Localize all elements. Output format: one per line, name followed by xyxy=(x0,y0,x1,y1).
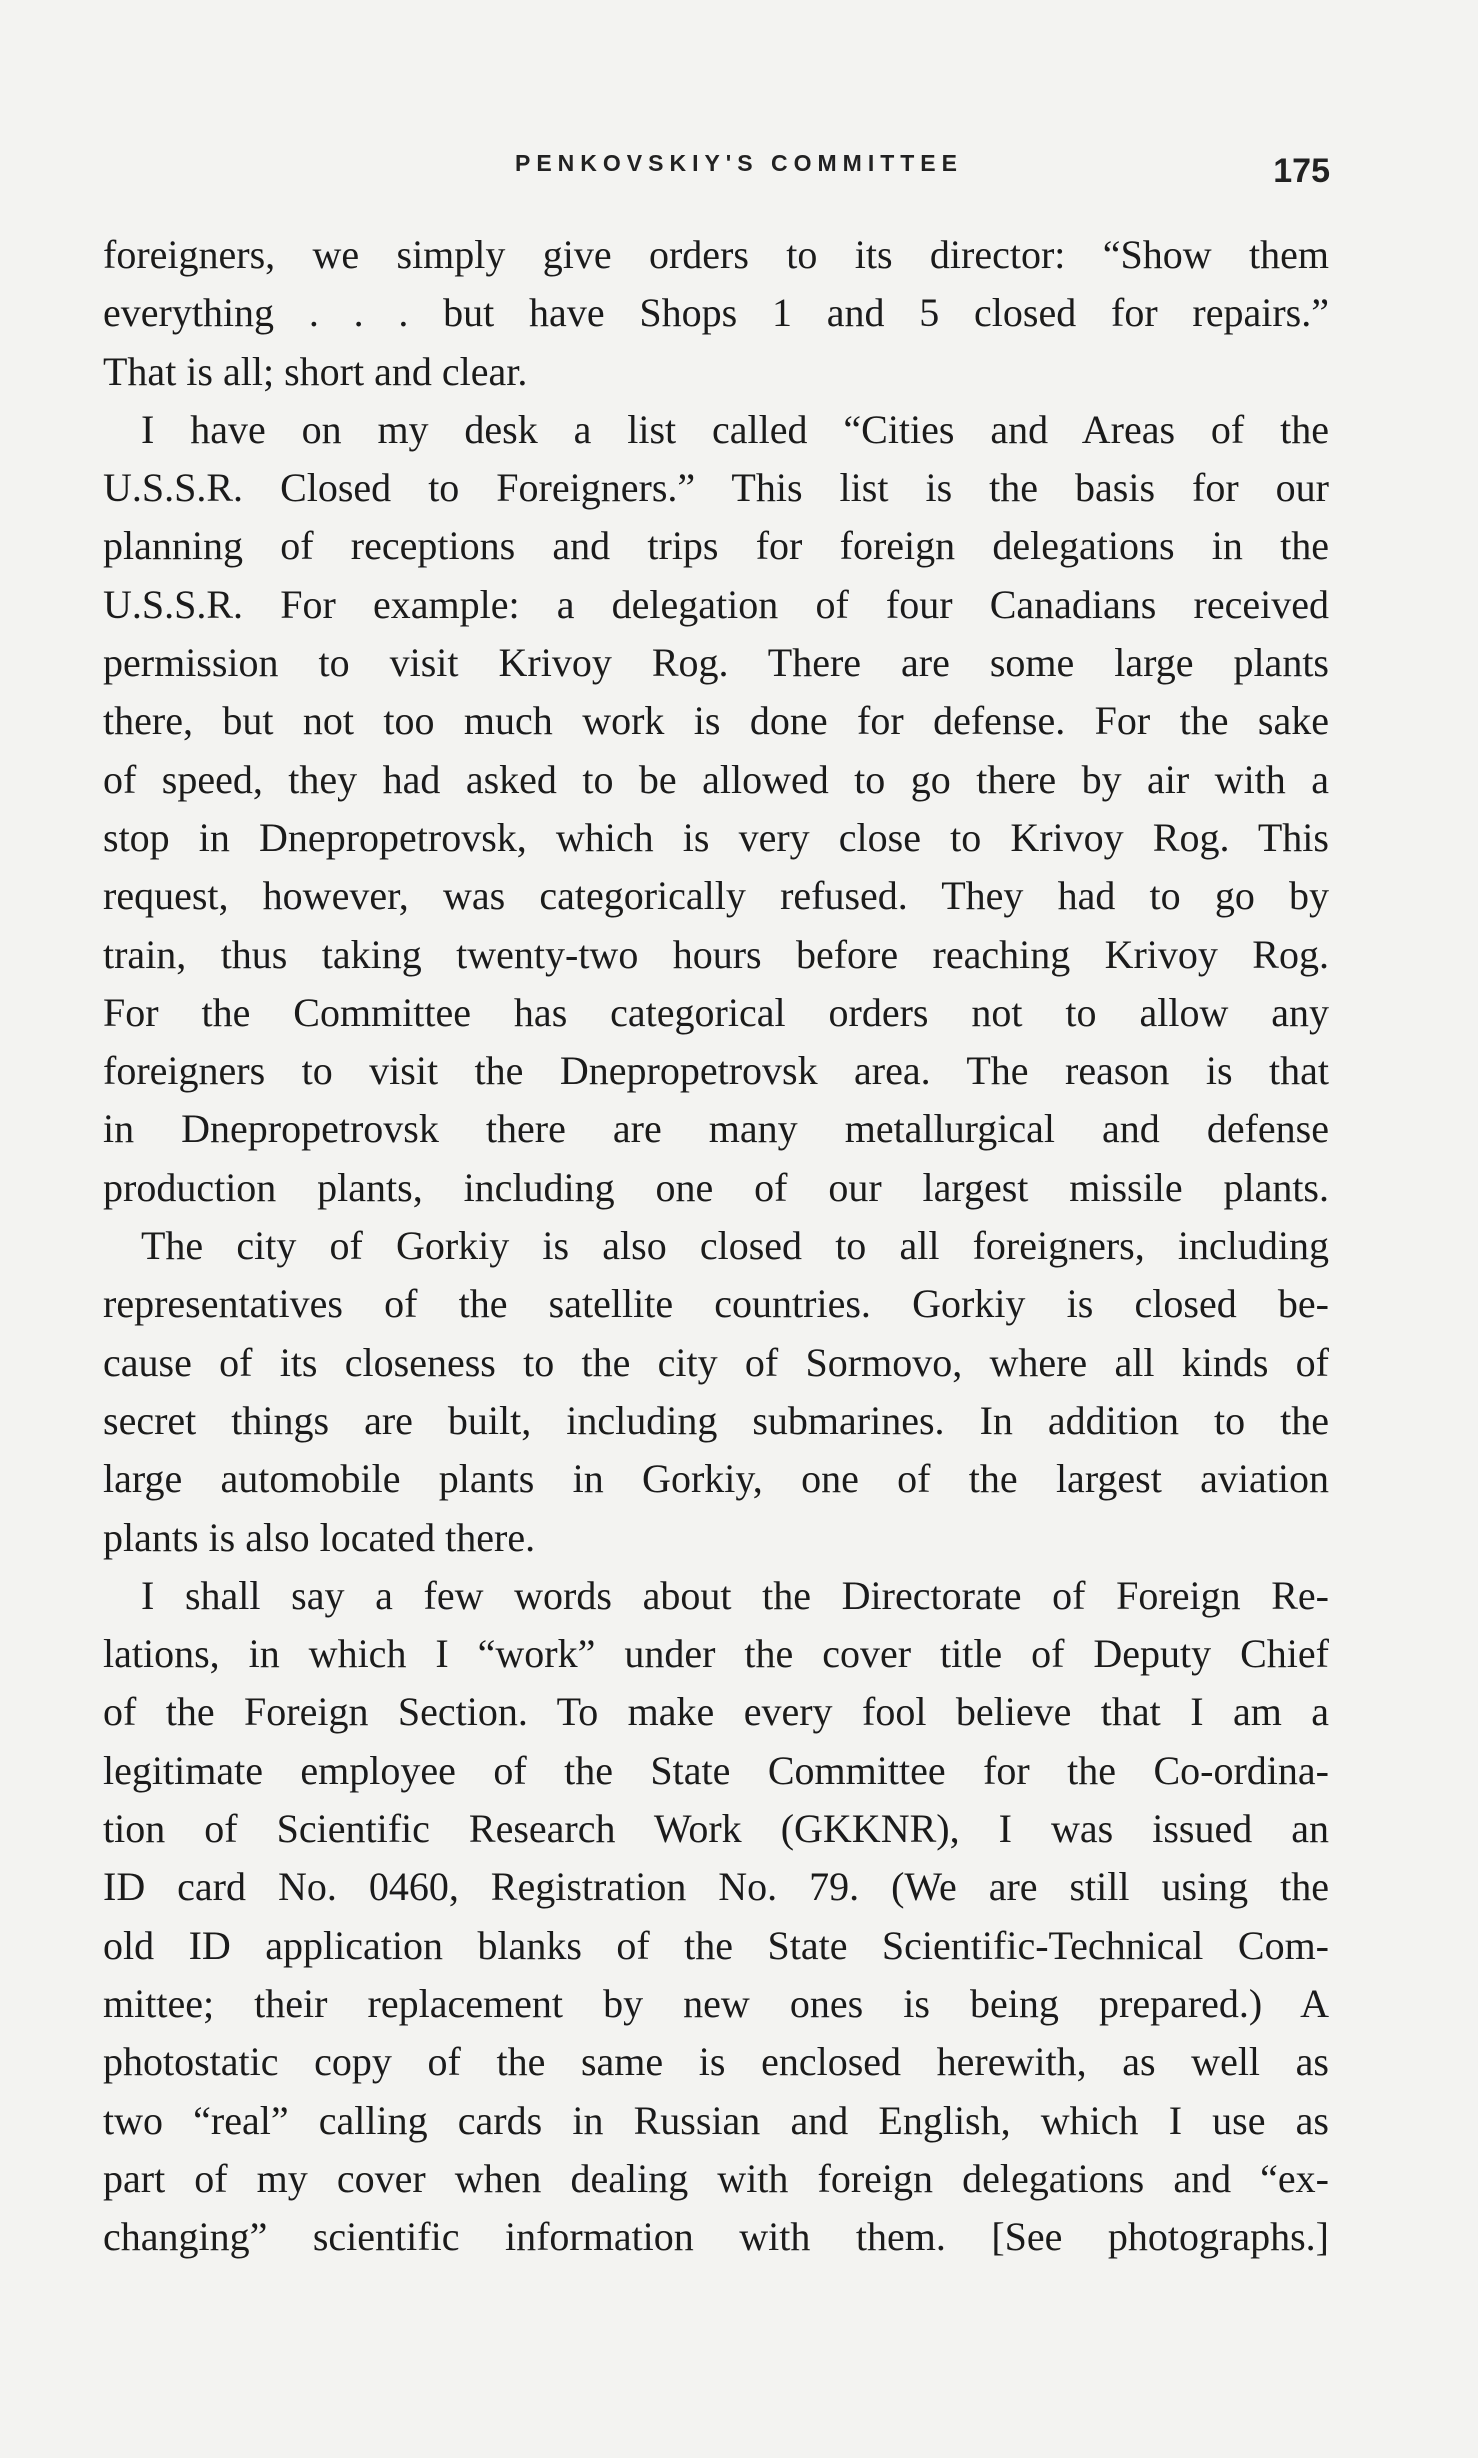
text-line: secret things are built, including submarines. In addition to the xyxy=(103,1397,1329,1443)
text-line: legitimate employee of the State Committee for the Co-ordina- xyxy=(103,1747,1329,1793)
text-line: ID card No. 0460, Registration No. 79. (We are still using the xyxy=(103,1864,1329,1910)
text-line: mittee; their replacement by new ones is being prepared.) A xyxy=(103,1980,1329,2026)
text-line: in Dnepropetrovsk there are many metallurgical and defense xyxy=(103,1106,1329,1152)
paragraph xyxy=(103,1567,1329,2267)
text-line: For the Committee has categorical orders not to allow any xyxy=(103,989,1329,1035)
text-line: representatives of the satellite countries. Gorkiy is closed be- xyxy=(103,1281,1329,1327)
text-line: request, however, was categorically refused. They had to go by xyxy=(103,873,1329,919)
text-line: That is all; short and clear. xyxy=(103,348,528,394)
text-line: large automobile plants in Gorkiy, one of the largest aviation xyxy=(103,1456,1329,1502)
text-line: foreigners, we simply give orders to its director: “Show them xyxy=(103,232,1329,277)
page-number: 175 xyxy=(1273,152,1330,190)
paragraph xyxy=(103,226,1329,401)
text-line: production plants, including one of our largest missile plants. xyxy=(103,1164,1329,1210)
body-text xyxy=(103,226,1329,2266)
text-line: changing” scientific information with them. [See photographs.] xyxy=(103,2214,1329,2260)
text-line: part of my cover when dealing with foreign delegations and “ex- xyxy=(103,2155,1329,2201)
text-line: cause of its closeness to the city of Sormovo, where all kinds of xyxy=(103,1339,1329,1385)
text-line: planning of receptions and trips for foreign delegations in the xyxy=(103,523,1329,569)
text-line: everything . . . but have Shops 1 and 5 closed for repairs.” xyxy=(103,290,1329,336)
text-line: train, thus taking twenty-two hours before reaching Krivoy Rog. xyxy=(103,931,1329,977)
text-line: I shall say a few words about the Directorate of Foreign Re- xyxy=(141,1572,1329,1618)
text-line: U.S.S.R. For example: a delegation of four Canadians received xyxy=(103,581,1329,627)
text-line: lations, in which I “work” under the cover title of Deputy Chief xyxy=(103,1631,1329,1677)
text-line: old ID application blanks of the State Scientific-Technical Com- xyxy=(103,1922,1329,1968)
text-line: tion of Scientific Research Work (GKKNR), I was issued an xyxy=(103,1806,1329,1852)
text-line: U.S.S.R. Closed to Foreigners.” This list is the basis for our xyxy=(103,465,1329,511)
text-line: The city of Gorkiy is also closed to all foreigners, including xyxy=(141,1223,1329,1269)
text-line: I have on my desk a list called “Cities and Areas of the xyxy=(141,406,1329,452)
text-line: there, but not too much work is done for defense. For the sake xyxy=(103,698,1329,744)
paragraph xyxy=(103,1217,1329,1567)
text-line: two “real” calling cards in Russian and English, which I use as xyxy=(103,2097,1329,2143)
text-line: stop in Dnepropetrovsk, which is very close to Krivoy Rog. This xyxy=(103,814,1329,860)
text-line: foreigners to visit the Dnepropetrovsk area. The reason is that xyxy=(103,1048,1329,1094)
text-line: permission to visit Krivoy Rog. There are some large plants xyxy=(103,640,1329,686)
paragraph xyxy=(103,401,1329,1217)
text-line: plants is also located there. xyxy=(103,1514,536,1560)
text-line: photostatic copy of the same is enclosed herewith, as well as xyxy=(103,2039,1329,2085)
text-line: of speed, they had asked to be allowed to go there by air with a xyxy=(103,756,1329,802)
running-head: PENKOVSKIY'S COMMITTEE xyxy=(514,150,963,176)
text-line: of the Foreign Section. To make every fool believe that I am a xyxy=(103,1689,1329,1735)
